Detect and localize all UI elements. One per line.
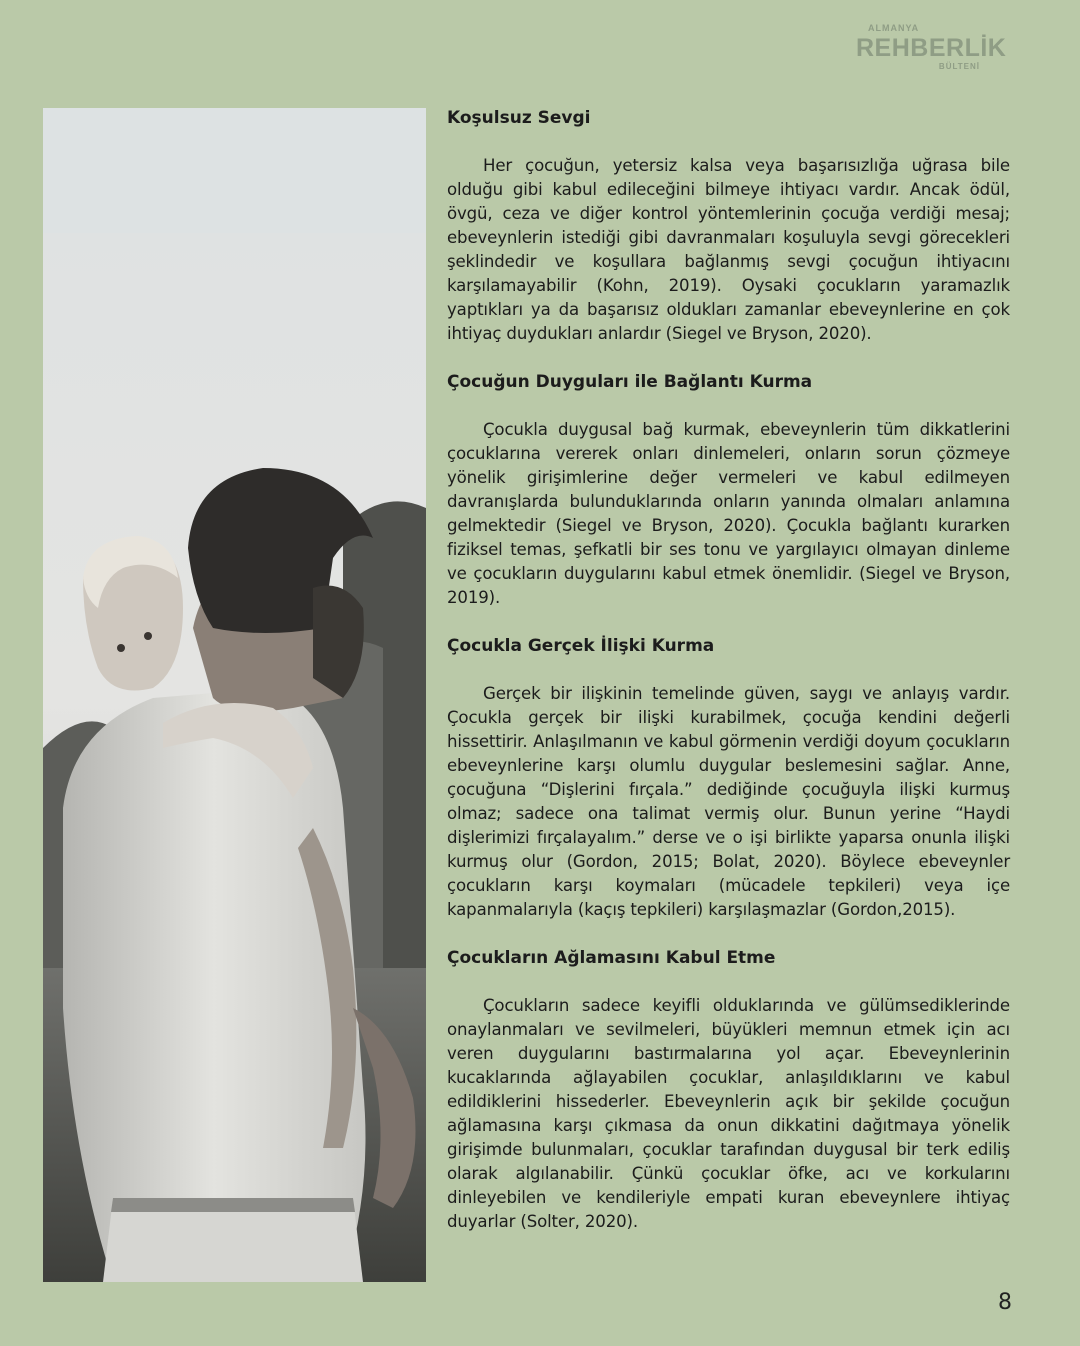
logo-top-text: ALMANYA <box>868 23 920 33</box>
section-paragraph: Çocukla duygusal bağ kurmak, ebeveynlerin tüm dikkatlerini çocuklarına vererek onları dinlemeleri, onların sorun çözmeye yönelik girişimlerine değer vermeleri ve kabul edilmeyen davranışlarda bulunduklarında onların yanında olmaları anlamına gelmektedir (Siegel ve Bryson, 2020). Çocukla bağlantı kurarken fiziksel temas, şefkatli bir ses tonu ve yargılayıcı olmayan dinleme ve çocukların duygularını kabul etmek önemlidir. (Siegel ve Bryson, 2019). <box>447 420 1010 607</box>
section-heading: Çocukların Ağlamasını Kabul Etme <box>447 948 776 968</box>
section-paragraph: Gerçek bir ilişkinin temelinde güven, saygı ve anlayış vardır. Çocukla gerçek bir ilişki kurabilmek, çocuğa kendini değerli hissettirir. Anlaşılmanın ve kabul görmenin verdiği doyum çocukların ebeveynlerine karşı olumlu duygular beslemesini sağlar. Anne, çocuğuna “Dişlerini fırçala.” dediğinde çocuğuyla ilişki kurmuş olmaz; sadece ona talimat vermiş olur. Bunun yerine “Haydi dişlerimizi fırçalayalım.” derse ve o işi birlikte yaparsa onunla ilişki kurmuş olur (Gordon, 2015; Bolat, 2020). Böylece ebeveynler çocukların karşı koymaları (mücadele tepkileri) veya içe kapanmalarıyla (kaçış tepkileri) karşılaşmazlar (Gordon,2015). <box>447 684 1010 919</box>
section-paragraph: Çocukların sadece keyifli olduklarında ve gülümsediklerinde onaylanmaları ve sevilmeleri, büyükleri memnun etmek için acı veren duygularını bastırmalarına yol açar. Ebeveynlerinin kucaklarında ağlayabilen çocuklar, anlaşıldıklarını ve kabul edildiklerini hissederler. Ebeveynlerin açık bir şekilde çocuğun ağlamasına karşı çıkmasa da onun dikkatini dağıtmaya yönelik girişimde bulunmaları, çocuklar tarafından duygusal bir terk ediliş olarak algılanabilir. Çünkü çocuklar öfke, acı ve korkularını dinleyebilen ve kendileriyle empati kuran ebeveynlere ihtiyaç duyarlar (Solter, 2020). <box>447 996 1010 1231</box>
photo-father-holding-child-icon <box>43 108 426 1282</box>
article-body <box>447 106 1010 1258</box>
section-heading: Koşulsuz Sevgi <box>447 108 591 128</box>
section-heading: Çocukla Gerçek İlişki Kurma <box>447 636 715 656</box>
section-heading: Çocuğun Duyguları ile Bağlantı Kurma <box>447 372 813 392</box>
father-child-photo <box>43 108 426 1282</box>
logo-bottom-text: BÜLTENİ <box>938 62 980 71</box>
logo-main-text: REHBERLİK <box>856 34 1007 62</box>
bulletin-logo <box>856 23 1007 71</box>
section-paragraph: Her çocuğun, yetersiz kalsa veya başarısızlığa uğrasa bile olduğu gibi kabul edileceğini bilmeye ihtiyacı vardır. Ancak ödül, övgü, ceza ve diğer kontrol yöntemlerinin çocuğa verdiği mesaj; ebeveynlerin istediği gibi davranmaları koşuluyla sevgi görecekleri şeklindedir ve koşullara bağlanmış sevgi çocuğun ihtiyacını karşılamayabilir (Kohn, 2019). Oysaki çocukların yaramazlık yaptıkları ya da başarısız oldukları zamanlar ebeveynlerine en çok ihtiyaç duydukları anlardır (Siegel ve Bryson, 2020). <box>447 156 1010 343</box>
page-number: 8 <box>998 1290 1012 1315</box>
